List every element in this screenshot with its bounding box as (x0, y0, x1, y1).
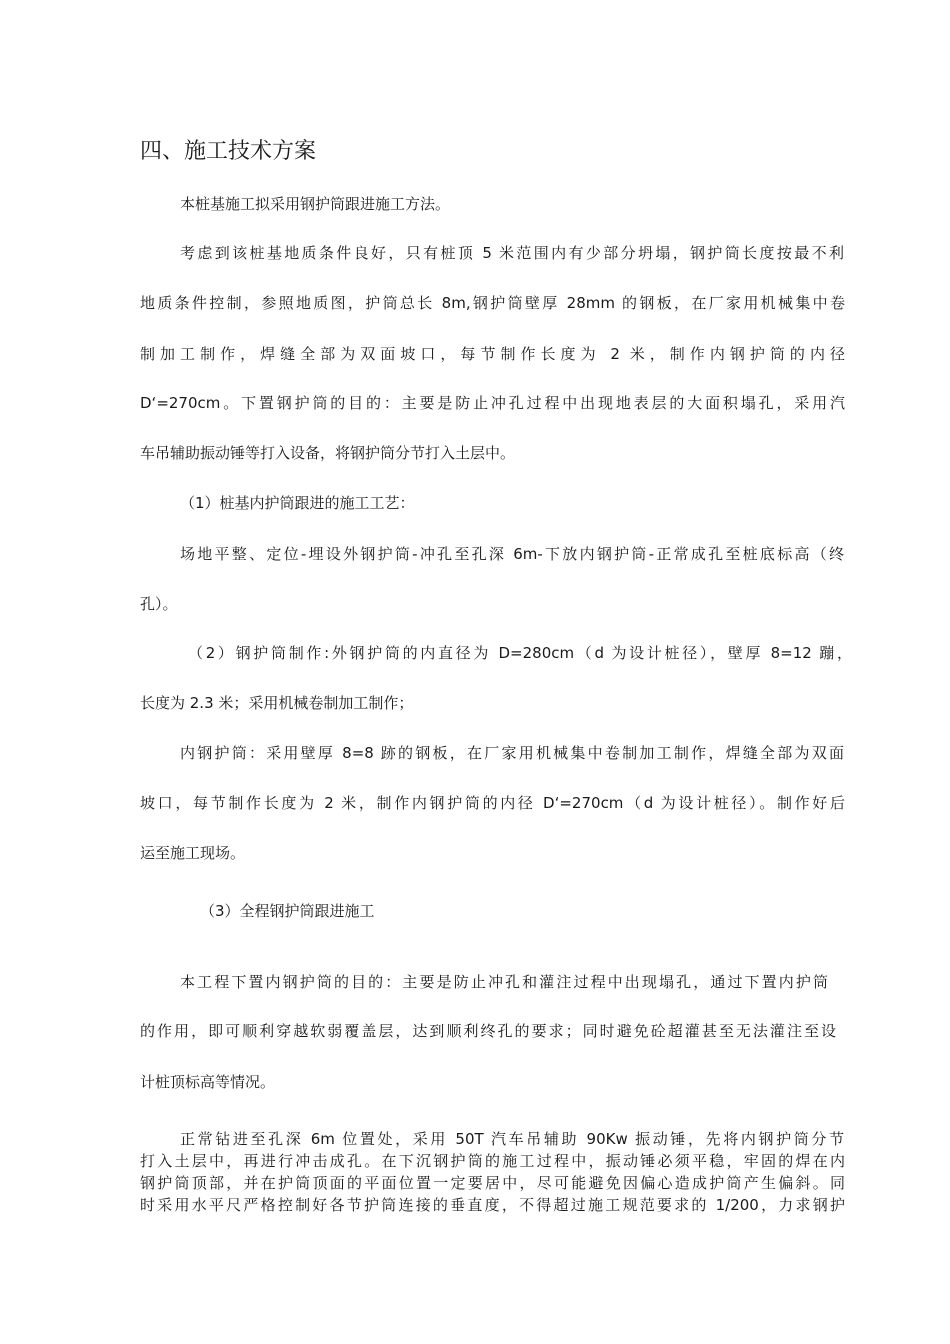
paragraph-line: 长度为 2.3 米；采用机械卷制加工制作； (140, 694, 414, 712)
paragraph-line: 内钢护筒：采用壁厚 8=8 跡的钢板，在厂家用机械集中卷制加工制作，焊缝全部为双面 (180, 744, 844, 762)
paragraph-line: 本工程下置内钢护筒的目的：主要是防止冲孔和灌注过程中出现塌孔，通过下置内护筒 (180, 973, 828, 991)
section-heading: 四、施工技术方案 (140, 139, 317, 164)
paragraph-line: 地质条件控制，参照地质图，护筒总长 8m,钢护筒壁厚 28mm 的钢板，在厂家用机械集中卷 (140, 294, 845, 312)
paragraph-line: 运至施工现场。 (140, 844, 246, 862)
paragraph-line: 坡口，每节制作长度为 2 米，制作内钢护筒的内径 D‘=270cm（d 为设计桩径）。制作好后 (140, 794, 845, 812)
subsection-heading: （1）桩基内护筒跟进的施工工艺： (180, 494, 415, 512)
paragraph-line: 车吊辅助振动锤等打入设备，将钢护筒分节打入土层中。 (140, 444, 516, 462)
paragraph-line: 本桩基施工拟采用钢护筒跟进施工方法。 (180, 195, 451, 213)
paragraph-line: 孔）。 (140, 595, 178, 613)
paragraph-line: 场地平整、定位-埋设外钢护筒-冲孔至孔深 6m-下放内钢护筒-正常成孔至桩底标高（终 (180, 545, 844, 563)
paragraph-line: 的作用，即可顺利穿越软弱覆盖层，达到顺利终孔的要求；同时避免砼超灌甚至无法灌注至设 (140, 1022, 836, 1040)
paragraph-line: （2）钢护筒制作:外钢护筒的内直径为 D=280cm（d 为设计桩径），壁厚 8=12 蹦， (188, 644, 852, 662)
paragraph-line: 钢护筒顶部，并在护筒顶面的平面位置一定要居中，尽可能避免因偏心造成护筒产生偏斜。同 (140, 1174, 845, 1192)
paragraph-line: 打入土层中，再进行冲击成孔。在下沉钢护筒的施工过程中，振动锤必须平稳，牢固的焊在内 (140, 1152, 845, 1170)
paragraph-line: 计桩顶标高等情况。 (140, 1073, 276, 1091)
paragraph-line: 制加工制作，焊缝全部为双面坡口，每节制作长度为 2 米，制作内钢护筒的内径 (140, 345, 845, 363)
paragraph-line: 正常钻进至孔深 6m 位置处，采用 50T 汽车吊辅助 90Kw 振动锤，先将内钢护筒分节 (180, 1130, 844, 1148)
paragraph-line: D‘=270cm。下置钢护筒的目的：主要是防止冲孔过程中出现地表层的大面积塌孔，采用汽 (140, 394, 845, 412)
paragraph-line: 考虑到该桩基地质条件良好，只有桩顶 5 米范围内有少部分坍塌，钢护筒长度按最不利 (180, 244, 844, 262)
subsection-heading: （3）全程钢护筒跟进施工 (200, 902, 375, 920)
paragraph-line: 时采用水平尺严格控制好各节护筒连接的垂直度，不得超过施工规范要求的 1/200，力求钢护 (140, 1196, 845, 1214)
